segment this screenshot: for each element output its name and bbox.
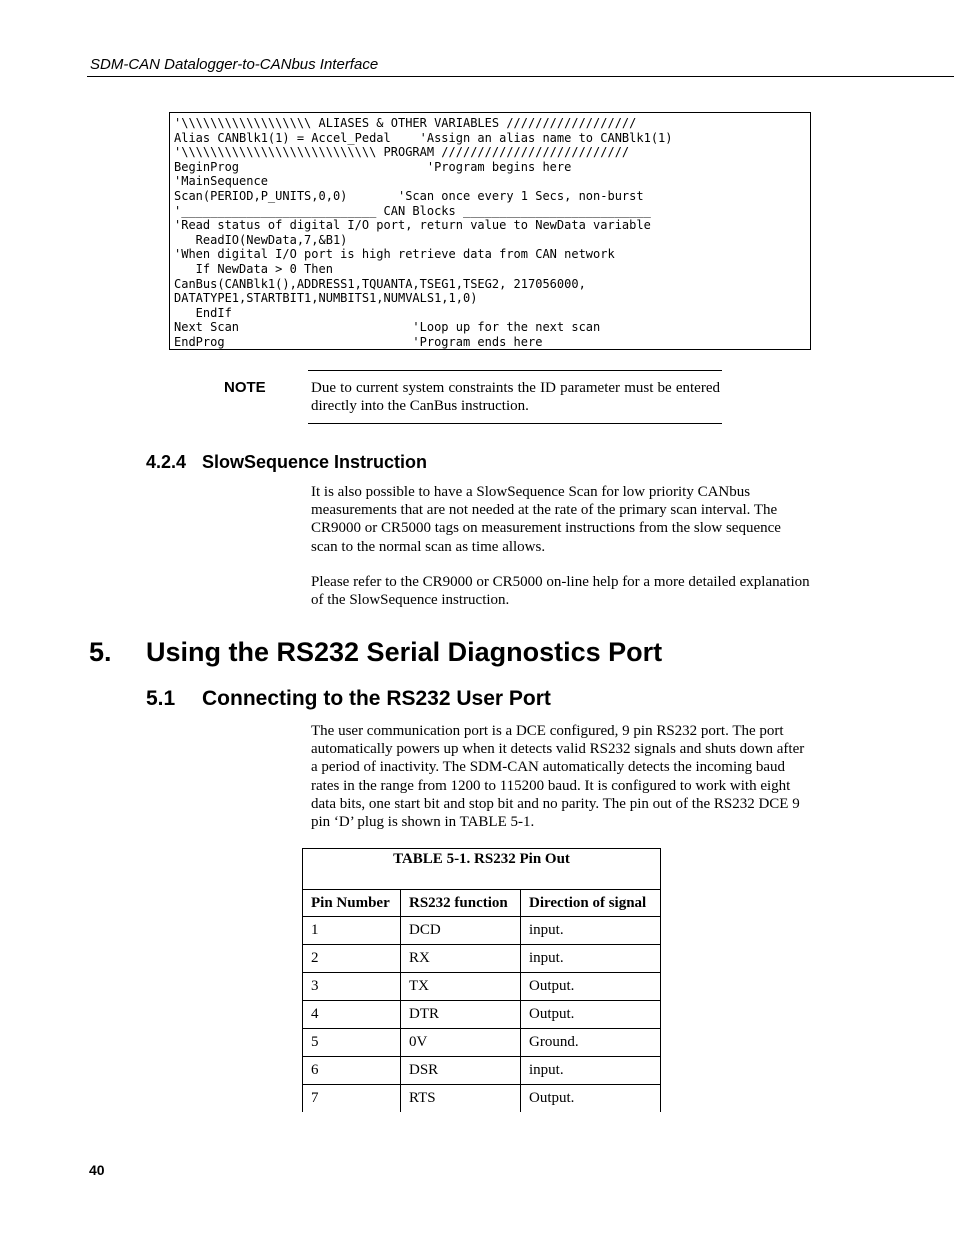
- note-bottom-rule: [308, 423, 722, 424]
- column-header-direction: Direction of signal: [521, 890, 661, 917]
- section-4-2-4-number: 4.2.4: [146, 452, 187, 472]
- pin-number-cell: 6: [303, 1057, 401, 1085]
- code-line: Scan(PERIOD,P_UNITS,0,0) 'Scan once every 1 Secs, non-burst: [174, 188, 644, 203]
- note-top-rule: [308, 370, 722, 371]
- rs232-port-paragraph: The user communication port is a DCE configured, 9 pin RS232 port. The port automatically powers up when it detects valid RS232 signals and shuts down after a period of inactivity. The SDM-CAN automatically detects the incoming baud rates in the range from 1200 to 115200 baud. It is configured to work with eight data bits, one start bit and stop bit and no parity. The pin out of the RS232 DCE 9 pin ‘D’ plug is shown in TABLE 5-1.: [311, 723, 805, 831]
- table-row: [303, 1085, 661, 1113]
- code-line: 'Read status of digital I/O port, return value to NewData variable: [174, 218, 651, 233]
- function-cell: DCD: [401, 917, 521, 945]
- slowsequence-paragraph-1: It is also possible to have a SlowSequence Scan for low priority CANbus measurements that are not needed at the rate of the primary scan interval. The CR9000 or CR5000 tags on measurement instructions from the slow sequence scan to the normal scan as time allows.: [311, 484, 781, 555]
- pin-number-cell: 2: [303, 945, 401, 973]
- running-header: SDM-CAN Datalogger-to-CANbus Interface: [90, 56, 379, 73]
- function-cell: RX: [401, 945, 521, 973]
- table-row: [303, 1057, 661, 1085]
- function-cell: DTR: [401, 1001, 521, 1029]
- table-caption: TABLE 5-1. RS232 Pin Out: [303, 849, 661, 890]
- direction-cell: Output.: [521, 973, 661, 1001]
- direction-cell: input.: [521, 917, 661, 945]
- function-cell: TX: [401, 973, 521, 1001]
- code-line: '___________________________ CAN Blocks __________________________: [174, 203, 651, 218]
- table-row: [303, 973, 661, 1001]
- code-line: CanBus(CANBlk1(),ADDRESS1,TQUANTA,TSEG1,TSEG2, 217056000,: [174, 276, 586, 291]
- function-cell: 0V: [401, 1029, 521, 1057]
- code-line: 'When digital I/O port is high retrieve data from CAN network: [174, 247, 615, 262]
- note-label: NOTE: [224, 379, 266, 396]
- code-line: Next Scan 'Loop up for the next scan: [174, 320, 601, 335]
- code-line: EndIf: [174, 305, 232, 320]
- column-header-pin-number: Pin Number: [303, 890, 401, 917]
- direction-cell: input.: [521, 1057, 661, 1085]
- code-line: If NewData > 0 Then: [174, 261, 333, 276]
- direction-cell: Output.: [521, 1085, 661, 1113]
- table-row: [303, 945, 661, 973]
- column-header-rs232-function: RS232 function: [401, 890, 521, 917]
- code-line: '\\\\\\\\\\\\\\\\\\\\\\\\\\\ PROGRAM //////////////////////////: [174, 145, 630, 160]
- code-line: BeginProg 'Program begins here: [174, 159, 572, 174]
- pin-number-cell: 3: [303, 973, 401, 1001]
- direction-cell: Output.: [521, 1001, 661, 1029]
- code-line: 'MainSequence: [174, 174, 268, 189]
- section-4-2-4-title: SlowSequence Instruction: [202, 452, 428, 472]
- header-rule: [87, 76, 954, 77]
- code-line: Alias CANBlk1(1) = Accel_Pedal 'Assign an alias name to CANBlk1(1): [174, 130, 673, 145]
- direction-cell: Ground.: [521, 1029, 661, 1057]
- pin-number-cell: 7: [303, 1085, 401, 1113]
- chapter-5-number: 5.: [89, 637, 112, 667]
- note-text: Due to current system constraints the ID parameter must be entered directly into the CanBus instruction.: [311, 380, 720, 414]
- table-row: [303, 1001, 661, 1029]
- chapter-5-title: Using the RS232 Serial Diagnostics Port: [146, 637, 663, 667]
- section-5-1-title: Connecting to the RS232 User Port: [202, 687, 551, 710]
- function-cell: RTS: [401, 1085, 521, 1113]
- pin-number-cell: 1: [303, 917, 401, 945]
- code-line: DATATYPE1,STARTBIT1,NUMBITS1,NUMVALS1,1,0): [174, 291, 478, 306]
- code-line: '\\\\\\\\\\\\\\\\\\ ALIASES & OTHER VARIABLES //////////////////: [174, 116, 637, 130]
- code-line: ReadIO(NewData,7,&B1): [174, 232, 348, 247]
- function-cell: DSR: [401, 1057, 521, 1085]
- table-row: [303, 917, 661, 945]
- rs232-pinout-table: [302, 848, 661, 1112]
- pin-number-cell: 5: [303, 1029, 401, 1057]
- code-listing: [169, 112, 811, 350]
- section-5-1-number: 5.1: [146, 687, 176, 710]
- page-number: 40: [89, 1162, 105, 1178]
- code-line: EndProg 'Program ends here: [174, 334, 543, 349]
- direction-cell: input.: [521, 945, 661, 973]
- slowsequence-paragraph-2: Please refer to the CR9000 or CR5000 on-line help for a more detailed explanation of the SlowSequence instruction.: [311, 574, 810, 609]
- table-row: [303, 1029, 661, 1057]
- pin-number-cell: 4: [303, 1001, 401, 1029]
